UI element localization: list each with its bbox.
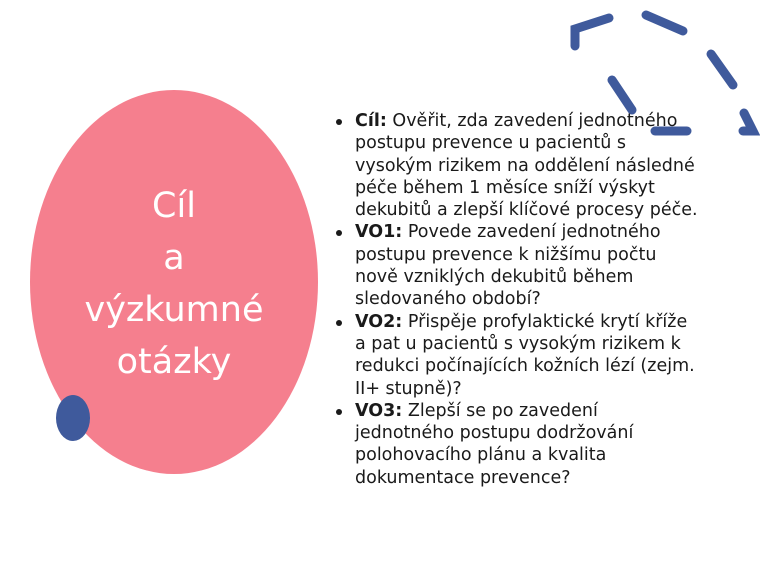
bullet-label: Cíl: <box>355 111 387 131</box>
navy-dot <box>56 395 90 441</box>
bullet-label: VO1: <box>355 222 403 243</box>
bullet-vo3 <box>331 400 701 489</box>
bullet-label: VO2: <box>355 311 403 332</box>
title-line-2: a <box>163 238 185 278</box>
bullet-text: Přispěje profylaktické krytí kříže a pat u pacientů s vysokým rizikem k redukci počínajících kožních lézí (zejm. II+ stupně)? <box>355 311 695 399</box>
bullet-label: VO3: <box>355 400 403 421</box>
title-line-3: výzkumné <box>84 290 264 330</box>
bullet-text: Povede zavedení jednotného postupu prevence k nižšímu počtu nově vzniklých dekubitů během sledovaného období? <box>355 222 661 310</box>
title-line-4: otázky <box>116 342 232 382</box>
bullet-list <box>331 110 701 489</box>
bullet-text: Ověřit, zda zavedení jednotného postupu prevence u pacientů s vysokým rizikem na oddělení následné péče během 1 měsíce sníží výskyt dekubitů a zlepší klíčové procesy péče. <box>355 111 698 221</box>
slide-title <box>30 180 318 388</box>
bullet-vo1 <box>331 221 701 310</box>
bullet-vo2 <box>331 311 701 400</box>
bullet-goal <box>331 110 701 221</box>
title-line-1: Cíl <box>152 186 196 226</box>
bullet-text: Zlepší se po zavedení jednotného postupu dodržování polohovacího plánu a kvalita dokumentace prevence? <box>355 400 634 488</box>
